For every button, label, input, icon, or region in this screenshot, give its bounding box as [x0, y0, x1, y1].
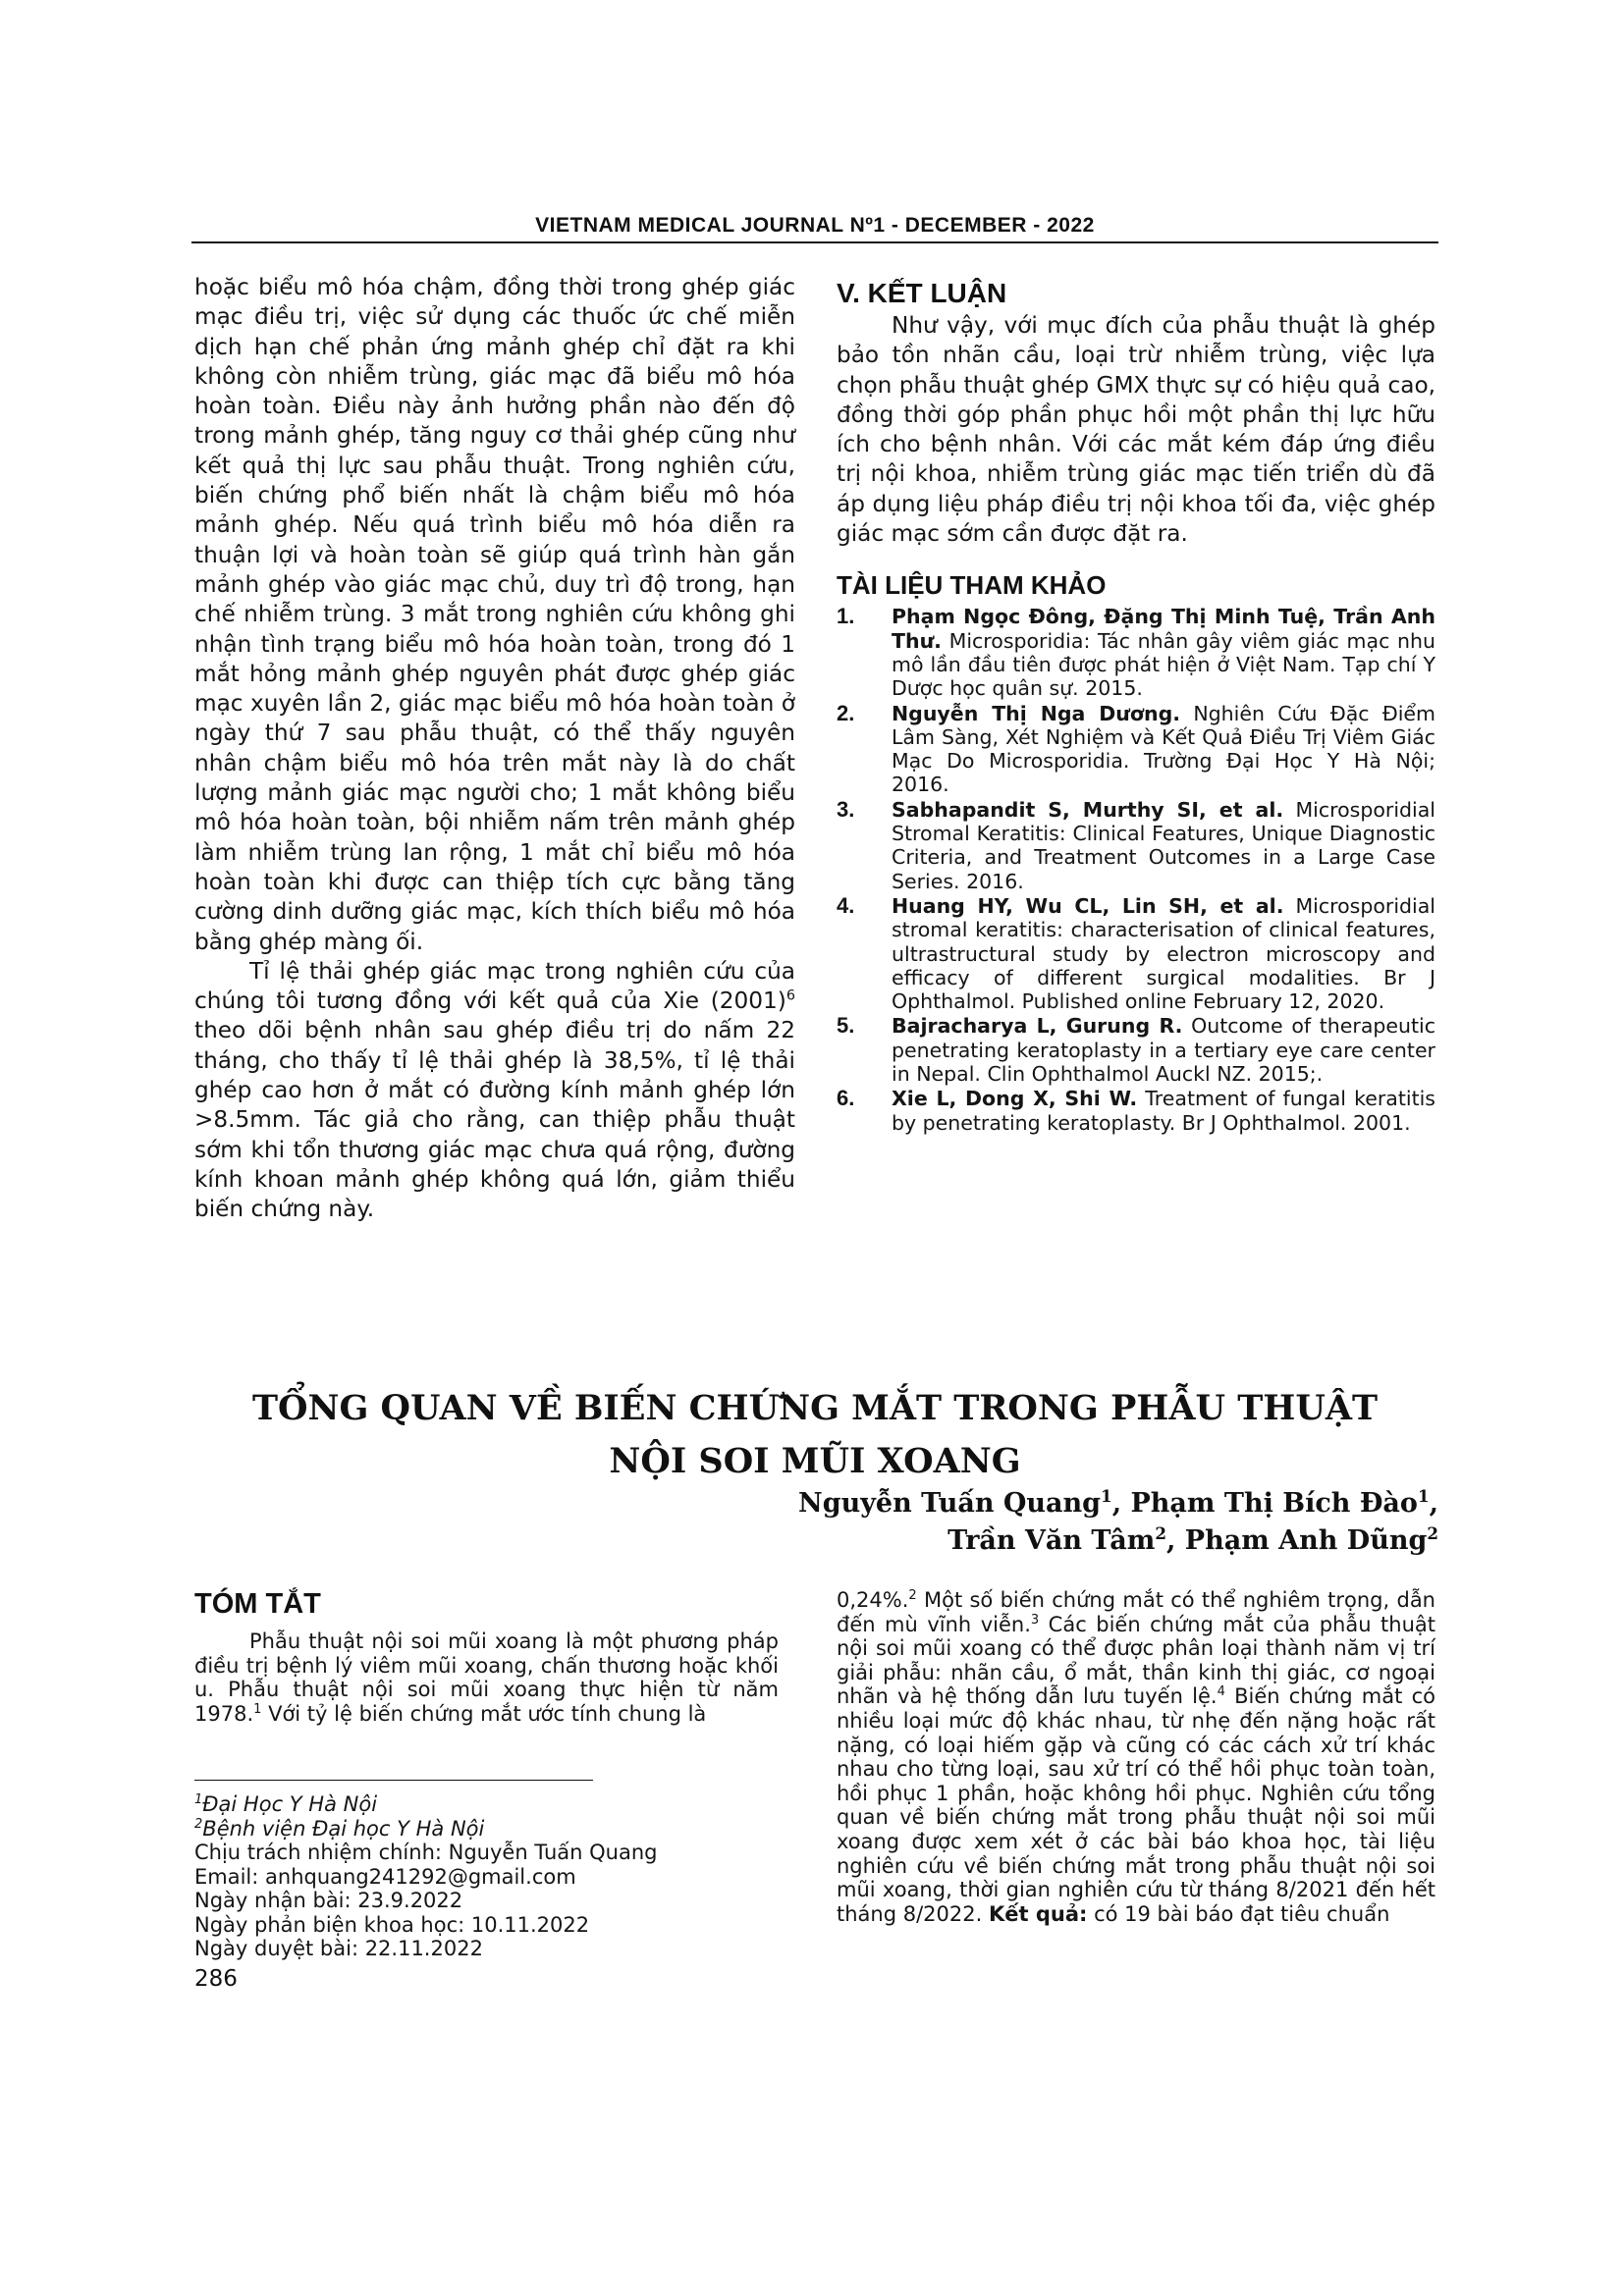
date-reviewed: Ngày phản biện khoa học: 10.11.2022 [194, 1912, 590, 1937]
left-column [194, 273, 795, 1225]
reference-number: 6. [837, 1086, 855, 1111]
conclusion-heading: V. KẾT LUẬN [837, 278, 1007, 308]
abstract-paragraph [194, 1629, 779, 1726]
conclusion-text: Như vậy, với mục đích của phẫu thuật là ghép bảo tồn nhãn cầu, loại trừ nhiễm trùng, việc lựa chọn phẫu thuật ghép GMX thực sự có hiệu quả cao, đồng thời góp phần phục hồi một phần thị lực hữu ích cho bệnh nhân. Với các mắt kém đáp ứng điều trị nội khoa, nhiễm trùng giác mạc tiến triển dù đã áp dụng liệu pháp điều trị nội khoa tối đa, việc ghép giác mạc sớm cần được đặt ra. [837, 312, 1435, 548]
discussion-paragraph-2-text-cont: theo dõi bệnh nhân sau ghép điều trị do nấm 22 tháng, cho thấy tỉ lệ thải ghép là 38,5%, tỉ lệ thải ghép cao hơn ở mắt có đường kính mảnh ghép lớn >8.5mm. Tác giả cho rằng, can thiệp phẫu thuật sớm khi tổn thương giác mạc chưa quá rộng, đường kính khoan mảnh ghép không quá lớn, giảm thiểu biến chứng này. [194, 1017, 795, 1223]
article-title-line-1: TỔNG QUAN VỀ BIẾN CHỨNG MẮT TRONG PHẪU THUẬT [251, 1388, 1379, 1428]
right-column [837, 278, 1435, 1136]
date-accepted: Ngày duyệt bài: 22.11.2022 [194, 1937, 483, 1960]
reference-item [837, 1014, 1435, 1086]
discussion-paragraph-2-text: Tỉ lệ thải ghép giác mạc trong nghiên cứu của chúng tôi tương đồng với kết quả của Xie (2001) [194, 957, 795, 1015]
reference-authors: Xie L, Dong X, Shi W. [892, 1087, 1138, 1111]
reference-item [837, 605, 1435, 700]
footnote-rule [194, 1780, 593, 1781]
abstract-text: Một số biến chứng mắt có thể nghiêm trọng, dẫn đến mù vĩnh viễn. [837, 1588, 1435, 1636]
reference-item [837, 894, 1435, 1013]
authors-line-1 [609, 1485, 1438, 1522]
affiliation-2 [194, 1817, 784, 1842]
references-list [837, 605, 1435, 1135]
affiliation-name: Bệnh viện Đại học Y Hà Nội [202, 1816, 485, 1841]
article-title [191, 1382, 1438, 1488]
affiliation-sup: 1 [194, 1792, 203, 1807]
discussion-paragraph-1: hoặc biểu mô hóa chậm, đồng thời trong ghép giác mạc điều trị, việc sử dụng các thuốc ức chế miễn dịch hạn chế phản ứng mảnh ghép chỉ đặt ra khi không còn nhiễm trùng, giác mạc đã biểu mô hóa hoàn toàn. Điều này ảnh hưởng phần nào đến độ trong mảnh ghép, tăng nguy cơ thải ghép cũng như kết quả thị lực sau phẫu thuật. Trong nghiên cứu, biến chứng phổ biến nhất là chậm biểu mô hóa mảnh ghép. Nếu quá trình biểu mô hóa diễn ra thuận lợi và hoàn toàn sẽ giúp quá trình hàn gắn mảnh ghép vào giác mạc chủ, duy trì độ trong, hạn chế nhiễm trùng. 3 mắt trong nghiên cứu không ghi nhận tình trạng biểu mô hóa hoàn toàn, trong đó 1 mắt hỏng mảnh ghép nguyên phát được ghép giác mạc xuyên lần 2, giác mạc biểu mô hóa hoàn toàn ở ngày thứ 7 sau phẫu thuật, có thể thấy nguyên nhân chậm biểu mô hóa trên mắt này là do chất lượng mảnh giác mạc người cho; 1 mắt không biểu mô hóa hoàn toàn, bội nhiễm nấm trên mảnh ghép làm nhiễm trùng lan rộng, 1 mắt chỉ biểu mô hóa hoàn toàn khi được can thiệp tích cực bằng tăng cường dinh dưỡng giác mạc, kích thích biểu mô hóa bằng ghép màng ối. [194, 274, 795, 955]
abstract-text: 0,24%. [837, 1588, 909, 1612]
citation-sup: 6 [785, 988, 795, 1004]
reference-authors: Huang HY, Wu CL, Lin SH, et al. [892, 893, 1284, 918]
reference-text: Outcome of therapeutic penetrating keratoplasty in a tertiary eye care center in Nepal. Clin Ophthalmol Auckl NZ. 2015;. [892, 1014, 1435, 1087]
page-number: 286 [194, 1966, 238, 1992]
affiliation-1 [194, 1792, 784, 1817]
reference-text: Microsporidial stromal keratitis: characterisation of clinical features, ultrastructural study by electron microscopy and efficacy of different surgical modalities. Br J Ophthalmol. Published online February 12, 2020. [892, 893, 1435, 1014]
affiliation-sup: 1 [1101, 1486, 1112, 1506]
references-heading: TÀI LIỆU THAM KHẢO [837, 570, 1107, 601]
author-name: , Phạm Anh Dũng [1165, 1525, 1428, 1556]
affiliation-name: Đại Học Y Hà Nội [202, 1792, 378, 1816]
affiliation-sup: 2 [194, 1816, 203, 1832]
author-name: Trần Văn Tâm [947, 1525, 1156, 1556]
reference-number: 4. [837, 892, 855, 918]
abstract-paragraph-cont [837, 1588, 1435, 1926]
author-name: , Phạm Thị Bích Đào [1111, 1488, 1418, 1519]
citation-sup: 3 [1030, 1612, 1040, 1628]
discussion-paragraph-2 [194, 957, 795, 1225]
date-received: Ngày nhận bài: 23.9.2022 [194, 1889, 463, 1912]
affiliation-sup: 2 [1155, 1523, 1166, 1543]
abstract-text: Biến chứng mắt có nhiều loại mức độ khác nhau, từ nhẹ đến nặng hoặc rất nặng, có loại hiếm gặp và cũng có các cách xử trí khác nhau cho từng loại, sau xử trí có thể hồi phục toàn toàn, hồi phục 1 phần, hoặc không hồi phục. Nghiên cứu tổng quan về biến chứng mắt trong phẫu thuật nội soi mũi xoang được xem xét ở các bài báo khoa học, tài liệu nghiên cứu về biến chứng mắt trong phẫu thuật nội soi mũi xoang, thời gian nghiên cứu từ tháng 8/2021 đến hết tháng 8/2022. [837, 1684, 1435, 1926]
abstract-left [194, 1629, 779, 1726]
header-rule [191, 241, 1438, 243]
reference-text: Treatment of fungal keratitis by penetrating keratoplasty. Br J Ophthalmol. 2001. [892, 1087, 1435, 1135]
reference-item [837, 1087, 1435, 1135]
article-authors [609, 1485, 1438, 1560]
abstract-text: có 19 bài báo đạt tiêu chuẩn [1087, 1901, 1390, 1926]
authors-separator: , [1429, 1488, 1438, 1519]
abstract-text-cont: Với tỷ lệ biến chứng mắt ước tính chung là [261, 1701, 707, 1726]
abstract-text: Các biến chứng mắt của phẫu thuật nội soi mũi xoang có thể được phân loại thành năm vị trí giải phẫu: nhãn cầu, ổ mắt, thần kinh thị giác, cơ ngoại nhãn và hệ thống dẫn lưu tuyến lệ. [837, 1612, 1435, 1709]
reference-authors: Sabhapandit S, Murthy SI, et al. [892, 797, 1284, 822]
citation-sup: 1 [253, 1701, 262, 1717]
reference-authors: Bajracharya L, Gurung R. [892, 1014, 1183, 1039]
contact-email: Email: anhquang241292@gmail.com [194, 1864, 576, 1889]
reference-number: 5. [837, 1013, 855, 1039]
reference-item [837, 798, 1435, 893]
abstract-heading: TÓM TẮT [194, 1588, 321, 1620]
citation-sup: 2 [908, 1588, 917, 1603]
reference-number: 1. [837, 604, 855, 629]
reference-text: Nghiên Cứu Đặc Điểm Lâm Sàng, Xét Nghiệm và Kết Quả Điều Trị Viêm Giác Mạc Do Microsporidia. Trường Đại Học Y Hà Nội; 2016. [892, 701, 1435, 797]
reference-text: Microsporidial Stromal Keratitis: Clinical Features, Unique Diagnostic Criteria, and Treatment Outcomes in a Large Case Series. 2016. [892, 797, 1435, 893]
reference-authors: Nguyễn Thị Nga Dương. [892, 701, 1181, 725]
citation-sup: 4 [1217, 1684, 1225, 1700]
reference-item [837, 702, 1435, 797]
affiliation-sup: 2 [1427, 1523, 1438, 1543]
journal-header: VIETNAM MEDICAL JOURNAL Nº1 - DECEMBER - 2022 [535, 214, 1095, 237]
affiliation-sup: 1 [1417, 1486, 1430, 1506]
reference-number: 3. [837, 796, 855, 822]
author-name: Nguyễn Tuấn Quang [798, 1488, 1102, 1519]
authors-line-2 [609, 1522, 1438, 1560]
results-label: Kết quả: [988, 1901, 1088, 1926]
article-title-line-2: NỘI SOI MŨI XOANG [609, 1441, 1021, 1481]
footnotes [194, 1792, 784, 1961]
abstract-text: Phẫu thuật nội soi mũi xoang là một phương pháp điều trị bệnh lý viêm mũi xoang, chấn thương hoặc khối u. Phẫu thuật nội soi mũi xoang thực hiện từ năm 1978. [194, 1629, 779, 1726]
reference-text: Microsporidia: Tác nhân gây viêm giác mạc nhu mô lần đầu tiên được phát hiện ở Việt Nam. Tạp chí Y Dược học quân sự. 2015. [892, 628, 1435, 701]
reference-authors: Phạm Ngọc Đông, Đặng Thị Minh Tuệ, Trần Anh Thư. [892, 605, 1435, 653]
abstract-right [837, 1588, 1435, 1926]
reference-number: 2. [837, 700, 855, 725]
corresponding-author: Chịu trách nhiệm chính: Nguyễn Tuấn Quang [194, 1841, 658, 1864]
